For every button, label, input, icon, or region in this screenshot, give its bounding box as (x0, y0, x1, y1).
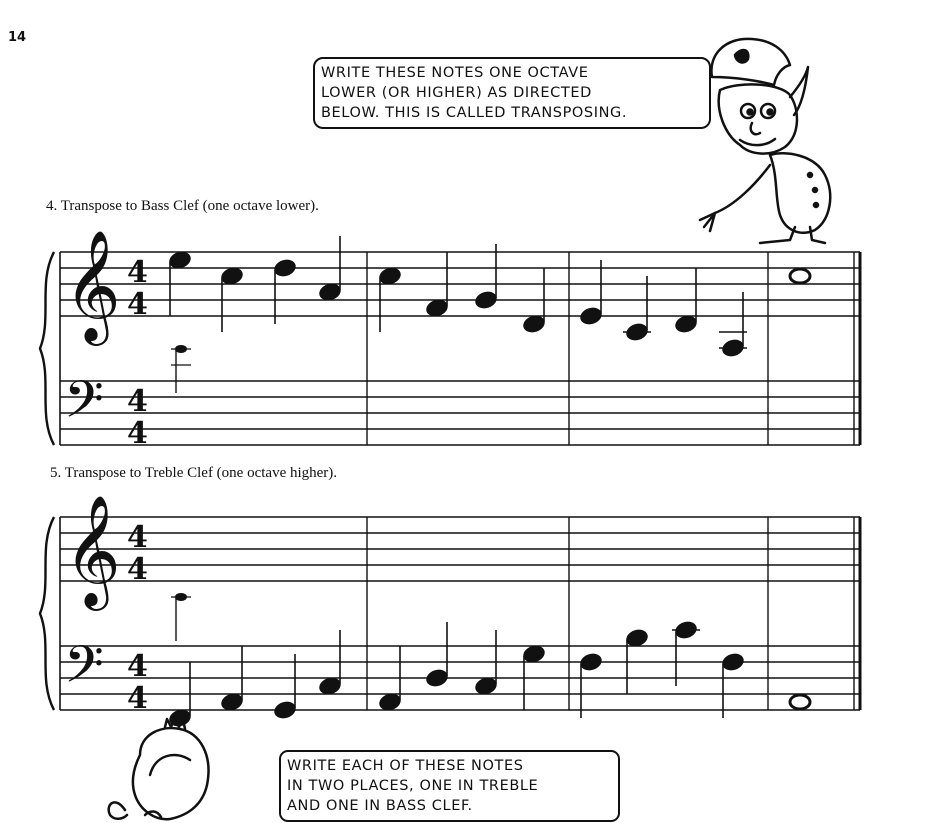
page-number: 14 (8, 30, 27, 45)
quarter-note (272, 257, 298, 279)
exercise-5-instruction: 5. Transpose to Treble Clef (one octave higher). (50, 465, 338, 481)
time-signature-top: 4 (127, 520, 148, 555)
time-signature-bottom: 4 (127, 416, 148, 451)
bass-clef-icon: 𝄢 (64, 634, 104, 707)
example-answer-note (175, 593, 187, 601)
speech-line: IN TWO PLACES, ONE IN TREBLE (287, 778, 539, 794)
time-signature-bottom: 4 (127, 681, 148, 716)
bass-clef-icon: 𝄢 (64, 369, 104, 442)
time-signature-top: 4 (127, 649, 148, 684)
speech-line: AND ONE IN BASS CLEF. (287, 798, 473, 814)
quarter-note (473, 289, 499, 311)
quarter-note (720, 651, 746, 673)
quarter-note (424, 667, 450, 689)
quarter-note (624, 321, 650, 343)
time-signature-top: 4 (127, 384, 148, 419)
time-signature-top: 4 (127, 255, 148, 290)
speech-line: LOWER (OR HIGHER) AS DIRECTED (321, 85, 592, 101)
time-signature-bottom: 4 (127, 552, 148, 587)
whole-note (790, 695, 810, 709)
treble-clef-icon: 𝄞 (64, 229, 121, 341)
quarter-note (673, 619, 699, 641)
brace (40, 517, 54, 710)
speech-line: WRITE EACH OF THESE NOTES (287, 758, 524, 774)
speech-line: WRITE THESE NOTES ONE OCTAVE (321, 65, 589, 81)
brace (40, 252, 54, 445)
time-signature-bottom: 4 (127, 287, 148, 322)
example-answer-note (175, 345, 187, 353)
quarter-note (578, 651, 604, 673)
treble-clef-icon: 𝄞 (64, 494, 121, 606)
quarter-note (720, 337, 746, 359)
speech-line: BELOW. THIS IS CALLED TRANSPOSING. (321, 105, 628, 121)
quarter-note (578, 305, 604, 327)
whole-note (790, 269, 810, 283)
exercise-4-instruction: 4. Transpose to Bass Clef (one octave lower). (46, 198, 319, 214)
quarter-note (272, 699, 298, 721)
